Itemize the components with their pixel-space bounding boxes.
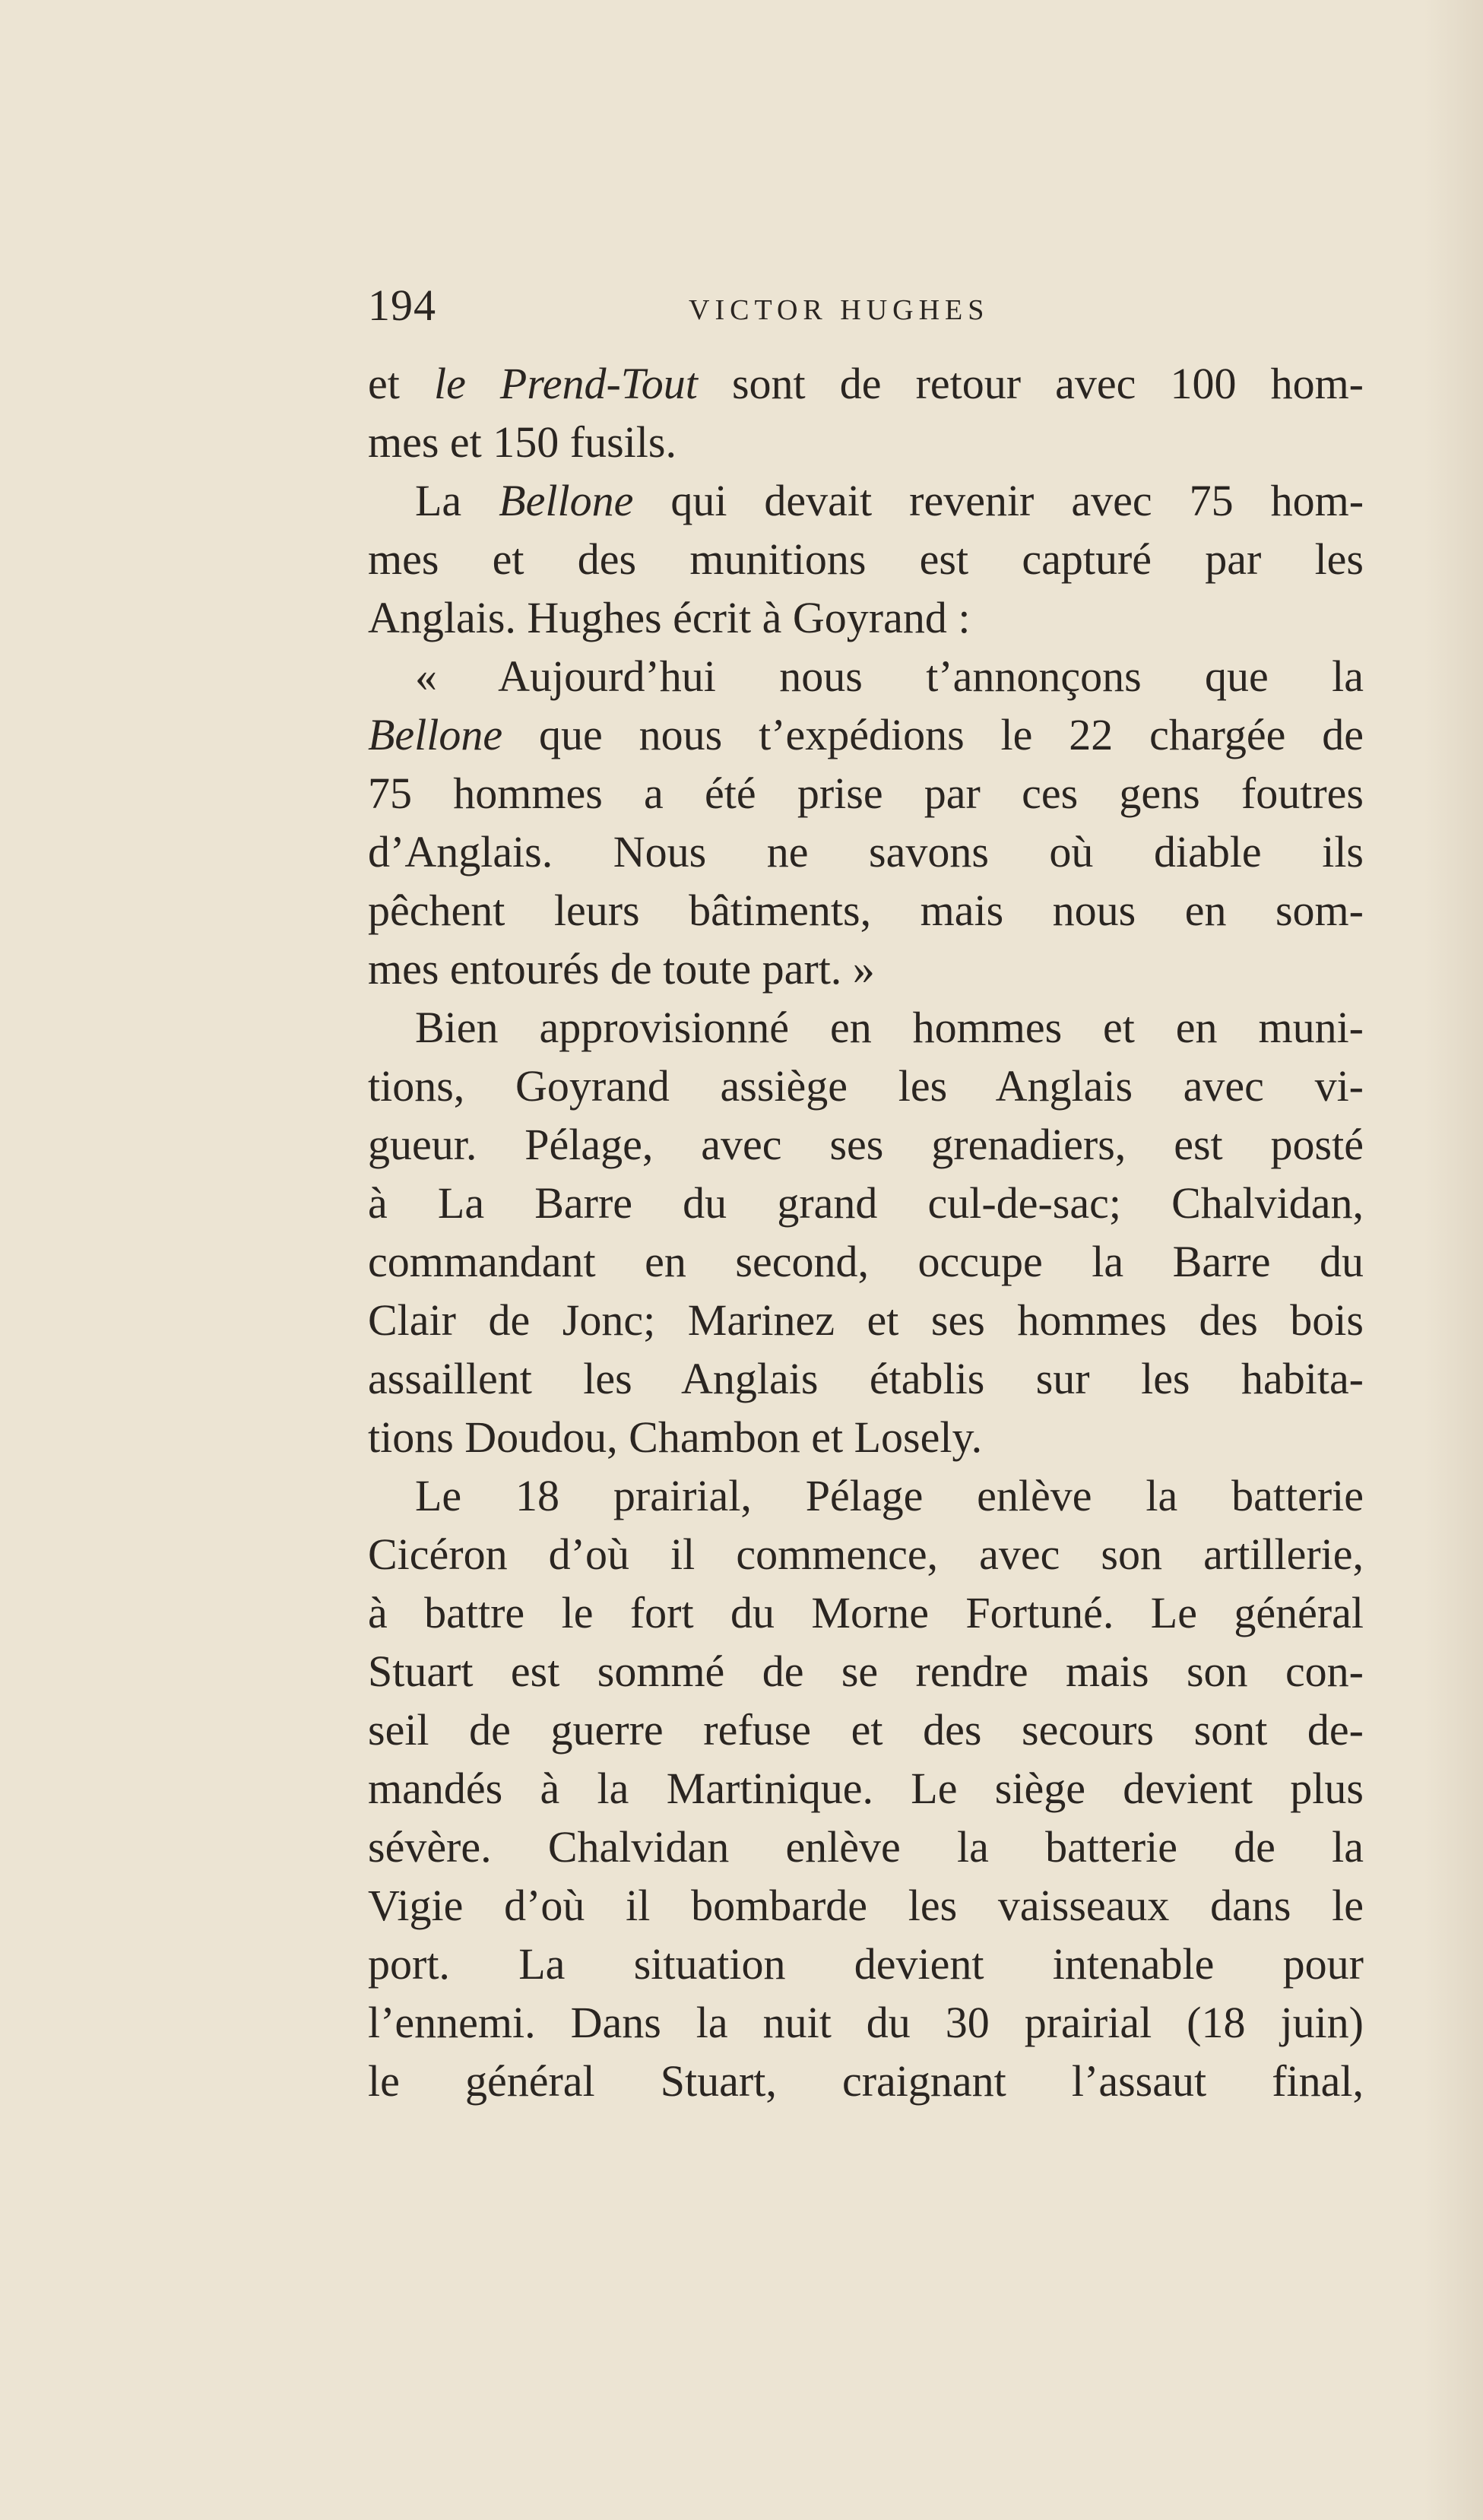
text-line [368,2052,1364,2110]
text-line [368,530,1364,588]
italic-title: Bellone [499,476,634,525]
page-number: 194 [368,281,436,330]
text-line [368,998,1364,1057]
text-run: à La Barre du grand cul-de-sac; Chalvidan, [368,1178,1364,1228]
text-line [368,354,1364,413]
text-run: d’Anglais. Nous ne savons où diable ils [368,827,1364,876]
text-run: commandant en second, occupe la Barre du [368,1237,1364,1286]
text-line [368,647,1364,705]
text-run: gueur. Pélage, avec ses grenadiers, est posté [368,1120,1364,1169]
text-line [368,1408,1364,1466]
text-line [368,823,1364,881]
text-run: et [368,359,434,408]
text-line [368,1525,1364,1583]
text-run: La [415,476,499,525]
text-line [368,764,1364,823]
text-run: seil de guerre refuse et des secours sont de- [368,1705,1364,1754]
text-run: le général Stuart, craignant l’assaut final, [368,2056,1364,2106]
text-line [368,1349,1364,1408]
text-run: port. La situation devient intenable pour [368,1939,1364,1989]
text-run: mes entourés de toute part. » [368,944,875,994]
text-line [368,940,1364,998]
text-line [368,1876,1364,1935]
text-run: pêchent leurs bâtiments, mais nous en som- [368,886,1364,935]
text-run: « Aujourd’hui nous t’annonçons que la [415,651,1364,701]
text-run: sont de retour avec 100 hom- [697,359,1364,408]
text-line [368,705,1364,764]
text-run: Vigie d’où il bombarde les vaisseaux dans le [368,1881,1364,1930]
text-line [368,413,1364,471]
text-run: mes et 150 fusils. [368,417,677,467]
text-run: Stuart est sommé de se rendre mais son con- [368,1647,1364,1696]
text-line [368,1232,1364,1291]
text-line [368,881,1364,940]
text-run: Bien approvisionné en hommes et en muni- [415,1003,1364,1052]
text-line [368,1291,1364,1349]
text-run: qui devait revenir avec 75 hom- [633,476,1364,525]
text-line [368,1701,1364,1759]
text-line [368,588,1364,647]
text-run: 75 hommes a été prise par ces gens foutres [368,769,1364,818]
running-head: VICTOR HUGHES [689,294,990,326]
text-run: sévère. Chalvidan enlève la batterie de la [368,1822,1364,1872]
text-line [368,1583,1364,1642]
text-line [368,1935,1364,1993]
text-run: assaillent les Anglais établis sur les habita- [368,1354,1364,1403]
italic-title: Bellone [368,710,503,759]
text-line [368,471,1364,530]
text-run: Le 18 prairial, Pélage enlève la batterie [415,1471,1364,1520]
text-run: l’ennemi. Dans la nuit du 30 prairial (18 juin) [368,1998,1364,2047]
text-line [368,1466,1364,1525]
text-run: tions Doudou, Chambon et Losely. [368,1412,983,1462]
text-run: à battre le fort du Morne Fortuné. Le général [368,1588,1364,1637]
text-run: mandés à la Martinique. Le siège devient plus [368,1764,1364,1813]
body-text [368,354,1364,2110]
text-line [368,1818,1364,1876]
text-line [368,1115,1364,1174]
text-run: tions, Goyrand assiège les Anglais avec vi- [368,1061,1364,1111]
text-run: Anglais. Hughes écrit à Goyrand : [368,593,971,642]
text-run: que nous t’expédions le 22 chargée de [502,710,1364,759]
text-run: Clair de Jonc; Marinez et ses hommes des bois [368,1295,1364,1345]
text-line [368,1759,1364,1818]
text-run: Cicéron d’où il commence, avec son artillerie, [368,1529,1364,1579]
text-line [368,1174,1364,1232]
text-run: mes et des munitions est capturé par les [368,534,1364,584]
italic-title: le Prend-Tout [433,359,698,408]
text-line [368,1993,1364,2052]
page-header [368,275,1364,336]
text-line [368,1057,1364,1115]
text-line [368,1642,1364,1701]
